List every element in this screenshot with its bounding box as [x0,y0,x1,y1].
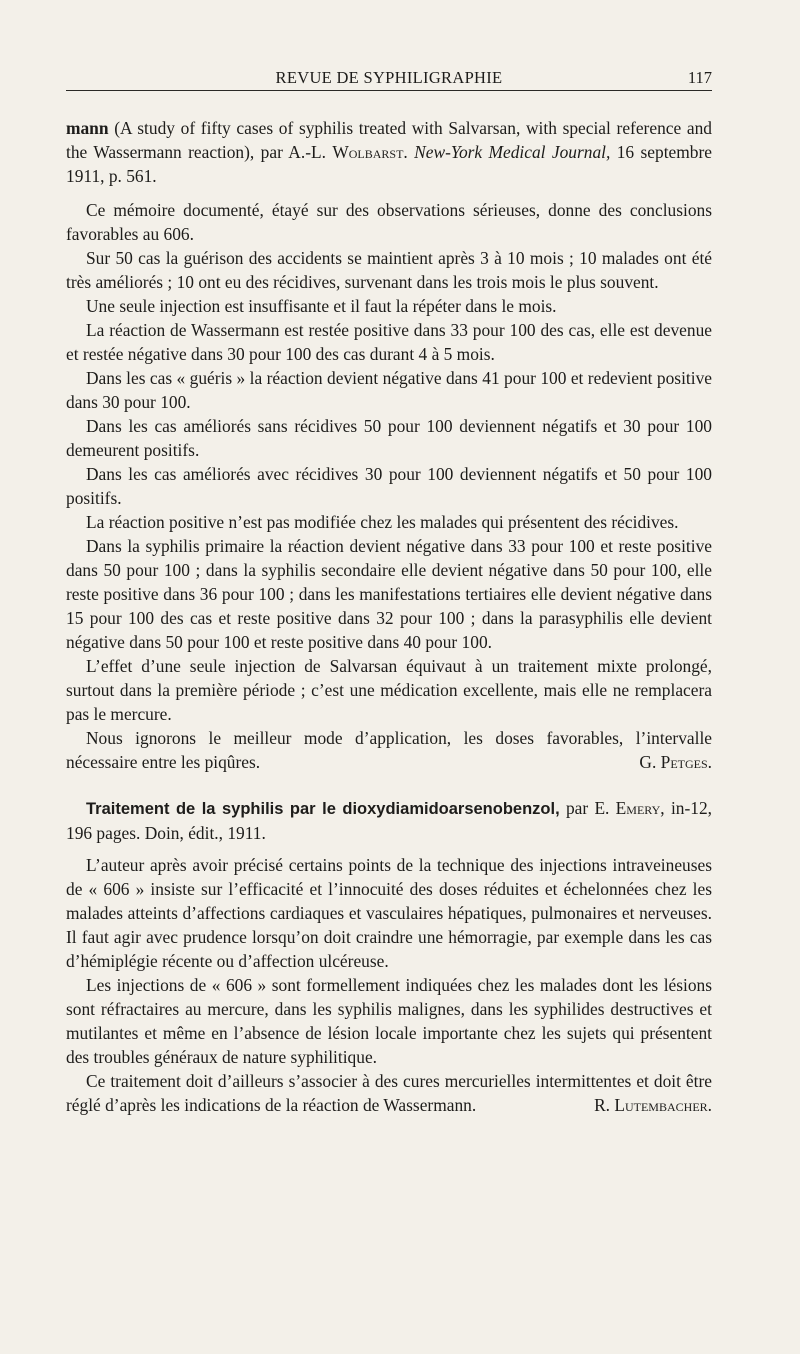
citation-details: in-12, 196 pages. Doin, édit., 1911. [66,798,712,843]
page-number: 117 [687,68,712,87]
body-paragraph: Les injections de « 606 » sont formellement indiquées chez les malades dont les lésions sont réfractaires au mercure, dans les syphilis malignes, dans les syphilides destructives et mutilantes et même en l’absence de lésion locale importante chez les sujets qui présentent des troubles généraux de nature syphilitique. [66,975,712,1067]
review-wolbarst [66,116,712,774]
last-paragraph-text: Nous ignorons le meilleur mode d’application, les doses favorables, l’intervalle nécessaire entre les piqûres. [66,728,712,772]
body-paragraph: Une seule injection est insuffisante et il faut la répéter dans le mois. [86,296,557,316]
citation-title-bold: mann [66,118,109,138]
review-emery [66,796,712,1117]
body-paragraph-last [66,726,712,774]
review-citation [66,116,712,188]
body-paragraph: Dans les cas améliorés avec récidives 30 pour 100 deviennent négatifs et 50 pour 100 positifs. [66,464,712,508]
body-paragraph: Dans les cas améliorés sans récidives 50 pour 100 deviennent négatifs et 30 pour 100 demeurent positifs. [66,416,712,460]
body-paragraph: La réaction de Wassermann est restée positive dans 33 pour 100 des cas, elle est devenue et restée négative dans 30 pour 100 des cas durant 4 à 5 mois. [66,320,712,364]
reviewer-signature: G. Petges. [639,752,712,772]
body-paragraph: Sur 50 cas la guérison des accidents se maintient après 3 à 10 mois ; 10 malades ont été très améliorés ; 10 ont eu des récidives, survenant dans les trois mois le plus souvent. [66,248,712,292]
body-paragraph: L’auteur après avoir précisé certains points de la technique des injections intraveineuses de « 606 » insiste sur l’efficacité et l’innocuité des doses réduites et échelonnées chez les malades atteints d’affections cardiaques et vasculaires hépatiques, pulmonaires et nerveuses. Il faut agir avec prudence lorsqu’on doit craindre une hémorragie, par exemple dans les cas d’hémiplégie récente ou d’affection ulcéreuse. [66,855,712,971]
citation-journal: New-York Medical Journal, [414,142,611,162]
reviewer-signature: R. Lutembacher. [594,1095,712,1115]
body-paragraph-last [66,1069,712,1117]
last-paragraph-text: Ce traitement doit d’ailleurs s’associer à des cures mercurielles intermittentes et doit être réglé d’après les indications de la réaction de Wassermann. [66,1071,712,1115]
body-paragraph: Dans les cas « guéris » la réaction devient négative dans 41 pour 100 et redevient positive dans 30 pour 100. [66,368,712,412]
body-paragraph: L’effet d’une seule injection de Salvarsan équivaut à un traitement mixte prolongé, surtout dans la première période ; c’est une médication excellente, mais elle ne remplacera pas le mercure. [66,656,712,724]
body-paragraph: Dans la syphilis primaire la réaction devient négative dans 33 pour 100 et reste positive dans 50 pour 100 ; dans la syphilis secondaire elle devient négative dans 50 pour 100, elle reste positive dans 36 pour 100 ; dans les manifestations tertiaires elle devient négative dans 15 pour 100 des cas et reste positive dans 32 pour 100 ; dans la parasyphilis elle devient négative dans 50 pour 100 et reste positive dans 40 pour 100. [66,536,712,652]
citation-author: E. Emery, [594,798,665,818]
citation-author: Wolbarst. [332,142,408,162]
citation-par: par [559,798,589,818]
citation-date: 16 septembre 1911, p. 561. [66,142,712,186]
page-body [66,116,712,1117]
journal-title: REVUE DE SYPHILIGRAPHIE [275,68,503,87]
running-header [66,64,712,91]
body-paragraph: Ce mémoire documenté, étayé sur des observations sérieuses, donne des conclusions favorables au 606. [66,200,712,244]
review-citation [66,796,712,845]
citation-title: (A study of fifty cases of syphilis treated with Salvarsan, with special reference and the Wassermann reaction), par A.-L. [66,118,712,162]
book-title: Traitement de la syphilis par le dioxydiamidoarsenobenzol, [86,800,560,818]
body-paragraph: La réaction positive n’est pas modifiée chez les malades qui présentent des récidives. [86,512,679,532]
